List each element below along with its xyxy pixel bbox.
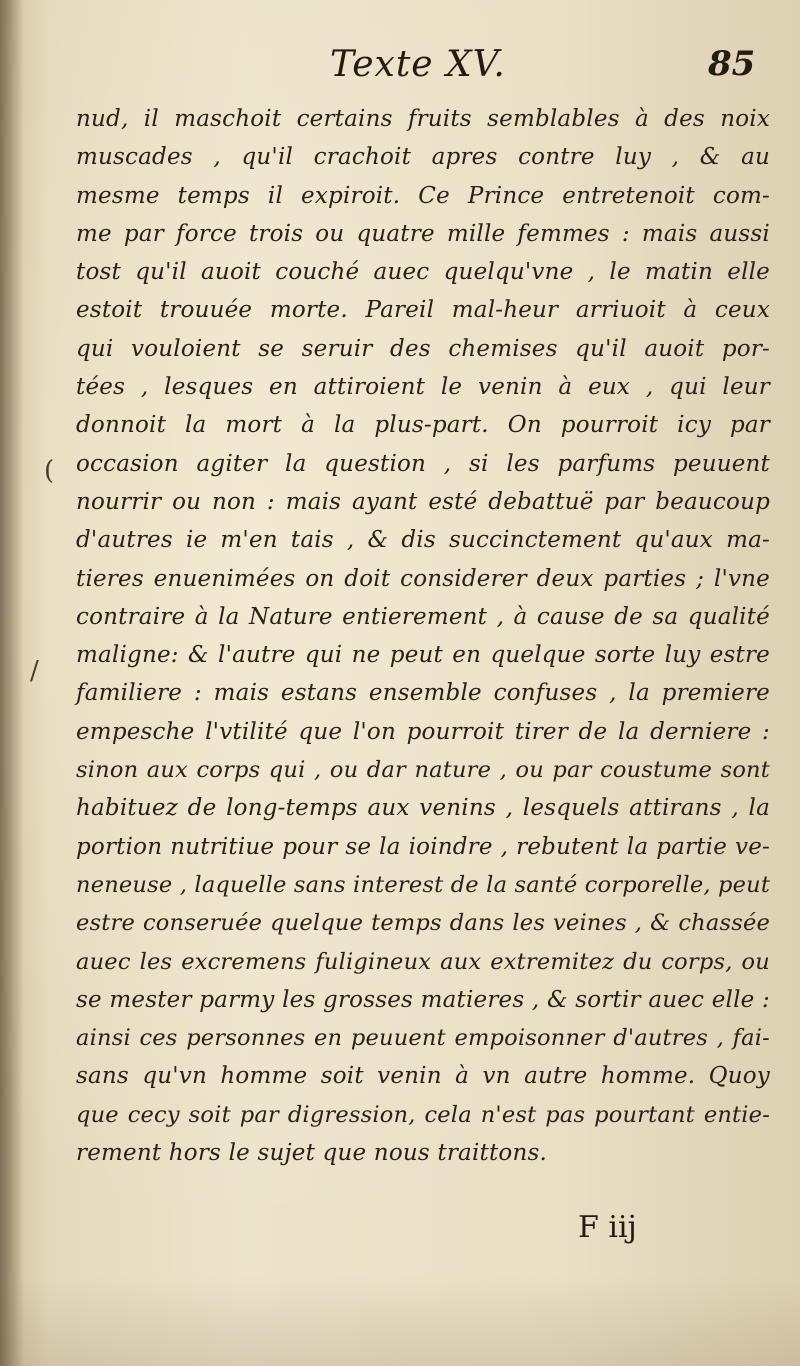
text-line: sinon aux corps qui , ou dar nature , ou par coustume sont (76, 757, 770, 784)
text-line-last: rement hors le sujet que nous traittons. (76, 1140, 547, 1167)
text-line: me par force trois ou quatre mille femmes : mais aussi (76, 220, 770, 247)
gutter-shadow (0, 0, 24, 1366)
text-line: muscades , qu'il crachoit apres contre luy , & au (76, 144, 770, 171)
text-line: neneuse , laquelle sans interest de la santé corporelle, peut (76, 871, 771, 898)
signature-mark: F iij (578, 1210, 637, 1245)
text-line: estre conseruée quelque temps dans les veines , & chassée (76, 910, 770, 937)
text-line: mesme temps il expiroit. Ce Prince entretenoit com- (76, 182, 770, 209)
text-line: tost qu'il auoit couché auec quelqu'vne , le matin elle (76, 259, 770, 286)
text-line: qui vouloient se seruir des chemises qu'il auoit por- (76, 335, 770, 362)
margin-pencil-mark: ( (44, 456, 55, 486)
text-line: maligne: & l'autre qui ne peut en quelque sorte luy estre (76, 642, 770, 669)
text-line: familiere : mais estans ensemble confuses , la premiere (76, 680, 770, 707)
text-line: tieres enuenimées on doit considerer deux parties ; l'vne (76, 565, 770, 592)
text-line: habituez de long-temps aux venins , lesquels attirans , la (76, 795, 770, 822)
text-line: ainsi ces personnes en peuuent empoisonner d'autres , fai- (76, 1025, 770, 1052)
text-line: que cecy soit par digression, cela n'est pas pourtant entie- (76, 1101, 770, 1128)
text-line: tées , lesques en attiroient le venin à eux , qui leur (76, 374, 770, 401)
page-bottom-shade (0, 1276, 800, 1366)
running-head (0, 44, 800, 94)
page-number: 85 (708, 44, 756, 84)
text-line: contraire à la Nature entierement , à cause de sa qualité (76, 603, 770, 630)
text-line: se mester parmy les grosses matieres , & sortir auec elle : (76, 986, 770, 1013)
body-text (76, 100, 770, 1172)
margin-pencil-mark: / (30, 656, 39, 686)
running-head-title: Texte XV. (330, 44, 506, 85)
text-line: sans qu'vn homme soit venin à vn autre homme. Quoy (76, 1063, 770, 1090)
text-line: portion nutritiue pour se la ioindre , rebutent la partie ve- (76, 833, 770, 860)
text-line: nourrir ou non : mais ayant esté debattuë par beaucoup (76, 488, 770, 515)
text-line: occasion agiter la question , si les parfums peuuent (76, 450, 770, 477)
text-line: donnoit la mort à la plus-part. On pourroit icy par (76, 412, 770, 439)
text-line: d'autres ie m'en tais , & dis succinctement qu'aux ma- (76, 527, 770, 554)
text-line: estoit trouuée morte. Pareil mal-heur arriuoit à ceux (76, 297, 770, 324)
text-line: nud, il maschoit certains fruits semblables à des noix (76, 106, 770, 132)
text-line: empesche l'vtilité que l'on pourroit tirer de la derniere : (76, 718, 770, 745)
text-line: auec les excremens fuligineux aux extremitez du corps, ou (76, 948, 770, 975)
